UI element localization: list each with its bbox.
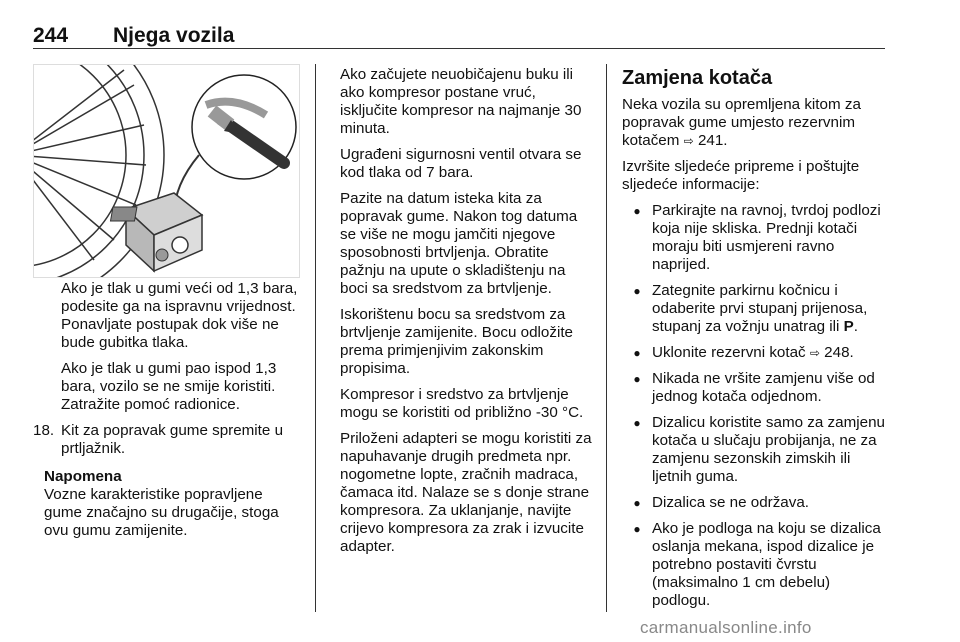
bullet-icon: ● xyxy=(633,522,641,536)
list-item xyxy=(622,370,888,406)
list-item-text xyxy=(652,282,888,336)
paragraph: Iskorištenu bocu sa sredstvom za brtvljenje zamijenite. Bocu odložite prema primjenjivim zakonskim propisima. xyxy=(340,306,573,377)
list-item-text-part: . xyxy=(853,318,859,335)
list-item-text-part: Zategnite parkirnu kočnicu i odaberite prvi stupanj prijenosa, stupanj za vožnju unatrag ili xyxy=(652,282,868,335)
bullet-icon: ● xyxy=(633,204,641,218)
list-item-text: Parkirajte na ravnoj, tvrdoj podlozi koja nije skliska. Prednji kotači moraju biti usmjereni ravno naprijed. xyxy=(652,202,881,273)
step-number: 18. xyxy=(33,422,55,439)
list-item-text: Ako je podloga na koju se dizalica oslanja mekana, ispod dizalice je potrebno postaviti čvrstu (maksimalno 1 cm debelu) podlogu. xyxy=(652,520,881,609)
list-item-text: Dizalica se ne održava. xyxy=(652,494,810,511)
tire-compressor-illustration xyxy=(33,64,300,278)
list-item-text xyxy=(652,344,888,362)
paragraph: Ako je tlak u gumi veći od 1,3 bara, podesite ga na ispravnu vrijednost. Ponavljate postupak dok više ne bude gubitka tlaka. xyxy=(61,280,298,351)
paragraph: Kompresor i sredstvo za brtvljenje mogu se koristiti od približno -30 °C. xyxy=(340,386,584,421)
list-item-text: Dizalicu koristite samo za zamjenu kotača u slučaju probijanja, ne za zamjenu sezonskih zimskih ili ljetnih guma. xyxy=(652,414,885,485)
column-divider-left xyxy=(315,64,316,612)
paragraph: Ugrađeni sigurnosni ventil otvara se kod tlaka od 7 bara. xyxy=(340,146,582,181)
page-header xyxy=(33,20,885,50)
bullet-icon: ● xyxy=(633,496,641,510)
paragraph: Ako začujete neuobičajenu buku ili ako kompresor postane vruć, isključite kompresor na najmanje 30 minuta. xyxy=(340,66,582,137)
page-number: 244 xyxy=(33,24,69,47)
intro-text: Neka vozila su opremljena kitom za popravak gume umjesto rezervnim kotačem xyxy=(622,96,861,149)
paragraph: Izvršite sljedeće pripreme i poštujte sljedeće informacije: xyxy=(622,158,860,193)
paragraph: Priloženi adapteri se mogu koristiti za napuhavanje drugih predmeta npr. nogometne lopte, zračnih madraca, čamaca itd. Nalaze se s donje strane kompresora. Za uklanjanje, navijte crijevo kompresora za zrak i izvucite adapter. xyxy=(340,430,592,555)
page-reference-icon: ⇨ xyxy=(809,346,820,360)
column-divider-right xyxy=(606,64,607,612)
numbered-step-18 xyxy=(33,422,301,458)
section-heading: Zamjena kotača xyxy=(622,67,773,89)
column-left xyxy=(33,280,301,540)
bullet-icon: ● xyxy=(633,346,641,360)
header-rule xyxy=(33,48,885,49)
bullet-icon: ● xyxy=(633,372,641,386)
list-item xyxy=(622,414,888,486)
gear-position-p: P xyxy=(843,318,854,335)
list-item xyxy=(622,202,888,274)
list-item xyxy=(622,520,888,610)
watermark: carmanualsonline.info xyxy=(640,618,812,637)
page-reference-icon: ⇨ xyxy=(683,134,694,148)
page-reference: 248. xyxy=(824,344,854,361)
paragraph: Ako je tlak u gumi pao ispod 1,3 bara, vozilo se ne smije koristiti. Zatražite pomoć radionice. xyxy=(61,360,277,413)
page-reference: 241. xyxy=(697,132,728,149)
note-text: Vozne karakteristike popravljene gume značajno su drugačije, stoga ovu gumu zamijenite. xyxy=(44,486,279,539)
bullet-icon: ● xyxy=(633,416,641,430)
list-item xyxy=(622,282,888,336)
list-item-text-part: Uklonite rezervni kotač xyxy=(652,344,806,361)
step-text: Kit za popravak gume spremite u prtljažnik. xyxy=(61,422,284,457)
paragraph: Pazite na datum isteka kita za popravak gume. Nakon tog datuma se više ne mogu jamčiti njegove sposobnosti brtvljenja. Obratite pažnju na upute o skladištenju na boci sa sredstvom za brtvljenje. xyxy=(340,190,578,297)
column-right xyxy=(622,66,888,618)
list-item xyxy=(622,494,888,512)
page-title: Njega vozila xyxy=(113,24,235,47)
list-item-text: Nikada ne vršite zamjenu više od jednog kotača odjednom. xyxy=(652,370,875,405)
bullet-icon: ● xyxy=(633,284,641,298)
paragraph xyxy=(622,96,888,150)
column-middle xyxy=(340,66,592,564)
list-item xyxy=(622,344,888,362)
note-title: Napomena xyxy=(44,468,122,485)
